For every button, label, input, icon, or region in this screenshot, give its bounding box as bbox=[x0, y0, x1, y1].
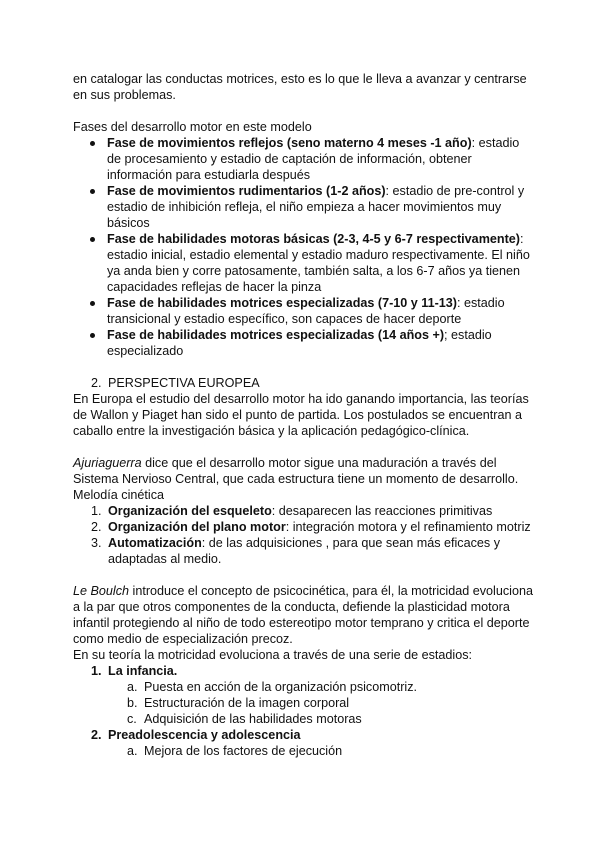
lebouch-paragraph: Le Boulch introduce el concepto de psicocinética, para él, la motricidad evoluciona a la par que otros componentes de la conducta, defiende la plasticidad motora infantil protegiendo al niño de todo estereotipo motor temprano y critica el deporte como medio de especialización precoz. bbox=[73, 584, 533, 646]
phases-list bbox=[73, 135, 533, 359]
stage-subitem: c. Adquisición de las habilidades motoras bbox=[127, 712, 362, 726]
stage-subitem: a. Mejora de los factores de ejecución bbox=[127, 744, 343, 758]
stage-subitem: b. Estructuración de la imagen corporal bbox=[127, 696, 350, 710]
stage-heading: 2. Preadolescencia y adolescencia bbox=[91, 728, 301, 742]
phase-item: Fase de movimientos reflejos (seno materno 4 meses -1 año): estadio de procesamiento y estadio de captación de información, obtener información para estudiarla después bbox=[73, 135, 533, 183]
document-page bbox=[73, 71, 533, 759]
intro-paragraph: en catalogar las conductas motrices, esto es lo que le lleva a avanzar y centrarse en sus problemas. bbox=[73, 72, 527, 102]
ajuriaguerra-item: 3. Automatización: de las adquisiciones , para que sean más eficaces y adaptadas al medio. bbox=[91, 536, 500, 566]
stages-intro: En su teoría la motricidad evoluciona a través de una serie de estadios: bbox=[73, 648, 473, 662]
stage-subitem: a. Puesta en acción de la organización psicomotriz. bbox=[127, 680, 418, 694]
phases-heading: Fases del desarrollo motor en este modelo bbox=[73, 120, 312, 134]
ajuriaguerra-item: 1. Organización del esqueleto: desaparecen las reacciones primitivas bbox=[91, 504, 493, 518]
phase-item: Fase de habilidades motrices especializadas (14 años +); estadio especializado bbox=[73, 327, 533, 359]
ajuriaguerra-item: 2. Organización del plano motor: integración motora y el refinamiento motriz bbox=[91, 520, 531, 534]
phase-item: Fase de habilidades motoras básicas (2-3, 4-5 y 6-7 respectivamente): estadio inicial, estadio elemental y estadio maduro respectivamente. El niño ya anda bien y corre patosamente, también salta, a los 6-7 años ya tienen capacidades reflejas de hacer la pinza bbox=[73, 231, 533, 295]
stage-heading: 1. La infancia. bbox=[91, 664, 178, 678]
section-heading: 2. PERSPECTIVA EUROPEA bbox=[91, 376, 260, 390]
ajuriaguerra-paragraph: Ajuriaguerra dice que el desarrollo motor sigue una maduración a través del Sistema Nervioso Central, que cada estructura tiene un momento de desarrollo. Melodía cinética bbox=[73, 456, 519, 502]
phase-item: Fase de movimientos rudimentarios (1-2 años): estadio de pre-control y estadio de inhibición refleja, el niño empieza a hacer movimientos muy básicos bbox=[73, 183, 533, 231]
phase-item: Fase de habilidades motrices especializadas (7-10 y 11-13): estadio transicional y estadio específico, son capaces de hacer deporte bbox=[73, 295, 533, 327]
europe-paragraph: En Europa el estudio del desarrollo motor ha ido ganando importancia, las teorías de Wallon y Piaget han sido el punto de partida. Los postulados se encuentran a caballo entre la investigación básica y la aplicación pedagógico-clínica. bbox=[73, 392, 529, 438]
